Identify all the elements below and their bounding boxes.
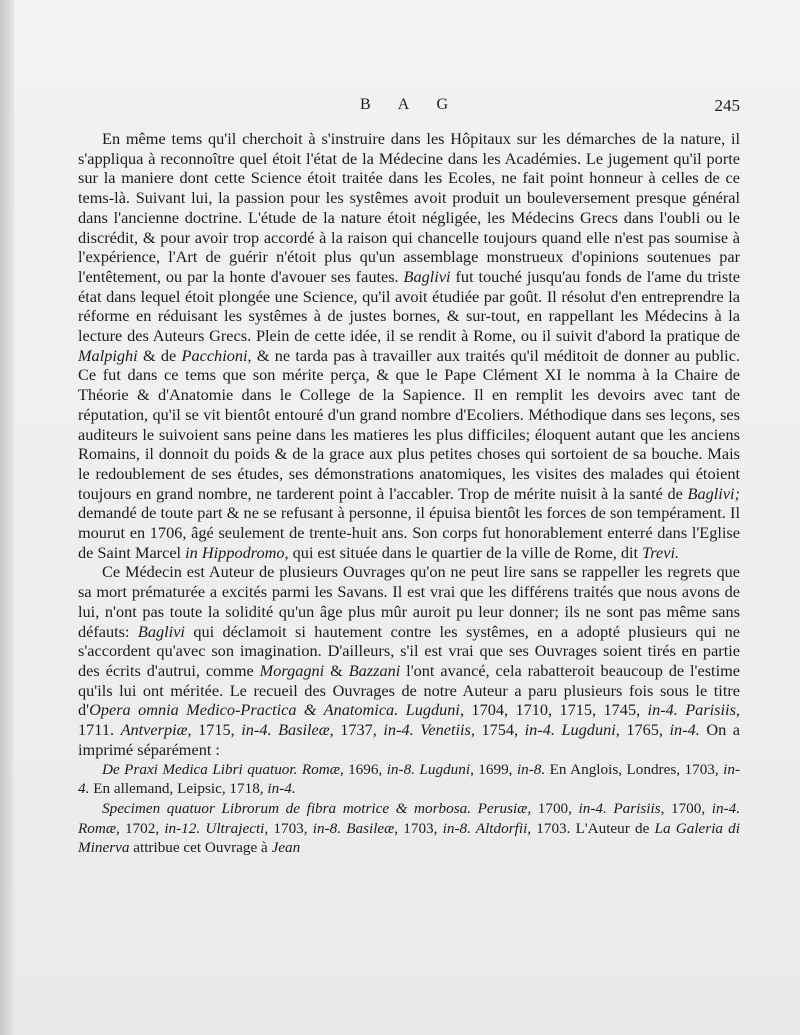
italic-name: Morgagni: [259, 660, 325, 680]
italic-format: in-8. Lugduni: [386, 760, 471, 778]
paragraph-3: [78, 760, 740, 799]
italic-format: in-8.: [516, 760, 546, 778]
text-run: , 1702,: [115, 819, 165, 837]
italic-name: Baglivi: [137, 621, 185, 641]
text-run: demandé de toute part & ne se refusant à personne, il épuisa bientôt les forces de son tempérament. Il mourut en 1706, âgé seulement de trente-huit ans. Son corps fut honorablement enterré dans l'Eglise de Saint Marcel: [78, 503, 740, 562]
italic-name: Malpighi: [78, 345, 138, 365]
italic-place: Antverpiæ: [120, 720, 188, 740]
italic-name: Bazzani: [348, 660, 401, 680]
italic-format: in-8. Basileæ: [312, 819, 395, 837]
italic-name: Baglivi;: [687, 483, 740, 503]
text-run: &: [324, 660, 349, 680]
italic-title: La Galeria di Minerva: [78, 819, 740, 857]
text-run: En Anglois, Londres, 1703,: [545, 760, 724, 778]
italic-name: Baglivi: [403, 266, 451, 286]
italic-format: in-4. Parisiis: [578, 799, 661, 817]
text-run: , 1699,: [470, 760, 517, 778]
text-run: , 1700,: [527, 799, 579, 817]
paragraph-1: [78, 129, 740, 562]
text-run: , 1696,: [339, 760, 387, 778]
italic-phrase: in Hippodromo: [185, 542, 285, 562]
italic-name: Trevi.: [642, 542, 680, 562]
italic-format: in-8. Altdorfii: [442, 819, 528, 837]
page-number: 245: [714, 96, 740, 115]
text-run: , 1754,: [470, 720, 525, 740]
italic-name: Pacchioni: [181, 345, 248, 365]
text-run: , & ne tarda pas à travailler aux traités qu'il méditoit de donner au public. Ce fut dans ce tems que son mérite perça, & que le Pape Clément XI le nomma à la Chaire de Théorie & d'Anatomie dans le College de la Sapience. Il en remplit les devoirs avec tant de réputation, qu'il se vit bientôt entouré d'un grand nombre d'Ecoliers. Méthodique dans ses leçons, ses auditeurs le suivoient sans peine dans les matieres les plus difficiles; éloquent autant que les anciens Romains, il donnoit du poids & de la grace aux plus petites choses qui sortoient de sa bouche. Mais le redoublement de ses études, ses démonstrations anatomiques, les visites des malades qui étoient toujours en grand nombre, ne tarderent point à l'accabler. Trop de mérite nuisit à la santé de: [78, 345, 740, 503]
text-run: , 1703. L'Auteur de: [527, 819, 655, 837]
italic-format: in-4. Romæ: [78, 799, 741, 837]
italic-title: Opera omnia Medico-Practica & Anatomica. Lugduni: [89, 700, 460, 720]
text-run: , 1715,: [187, 720, 242, 740]
text-run: En allemand, Leipsic, 1718,: [89, 780, 268, 798]
italic-format: in-4.: [669, 720, 700, 740]
text-run: , 1711.: [78, 700, 740, 740]
text-run: On a imprimé séparément :: [78, 720, 740, 759]
text-run: & de: [137, 345, 182, 365]
italic-format: in-4.: [78, 760, 741, 798]
italic-format: in-4.: [267, 780, 296, 798]
main-text: [78, 129, 740, 858]
text-run: , 1703,: [264, 819, 313, 837]
running-title: B A G: [359, 96, 460, 113]
italic-name: Jean: [271, 839, 301, 857]
text-run: attribue cet Ouvrage à: [129, 839, 272, 857]
italic-format: in-4. Parisiis: [647, 700, 736, 720]
running-head: [80, 96, 740, 120]
text-run: Ce Médecin est Auteur de plusieurs Ouvrages qu'on ne peut lire sans se rappeller les regrets que sa mort prématurée a excités parmi les Savans. Il est vrai que les différens traités que nous avons de lui, n'ont pas toute la solidité qu'un âge plus mûr auroit pu leur donner; ils ne sont pas même sans défauts:: [78, 562, 740, 641]
text-run: , 1700,: [660, 799, 712, 817]
paragraph-4: [78, 799, 740, 858]
paragraph-2: [78, 562, 740, 759]
text-run: qui déclamoit si hautement contre les systêmes, en a adopté plusieurs qui ne s'accordent qu'avec son imagination. D'ailleurs, s'il est vrai que ses Ouvrages soient tirés en partie des écrits d'autrui, comme: [78, 621, 741, 680]
text-run: , 1704, 1710, 1715, 1745,: [459, 700, 648, 720]
text-run: , 1737,: [329, 720, 384, 740]
italic-title: De Praxi Medica Libri quatuor. Romæ: [102, 760, 340, 778]
italic-format: in-4. Lugduni: [524, 720, 616, 740]
italic-title: Specimen quatuor Librorum de fibra motrice & morbosa. Perusiæ: [102, 799, 528, 817]
italic-format: in-4. Basileæ: [241, 720, 330, 740]
text-run: En même tems qu'il cherchoit à s'instruire dans les Hôpitaux sur les démarches de la nature, il s'appliqua à reconnoître quel étoit l'état de la Médecine dans les Académies. Le jugement qu'il porte sur la maniere dont cette Science étoit traitée dans les Ecoles, ne fait point honneur à celles de ce tems-là. Suivant lui, la passion pour les systêmes avoit produit un bouleversement presque général dans l'ancienne doctrine. L'étude de la nature étoit négligée, les Médecins Grecs dans l'oubli ou le discrédit, & pour avoir trop accordé à la raison qui chancelle toujours quand elle n'est pas soumise à l'expérience, l'Art de guérir n'étoit plus qu'un assemblage monstrueux d'opinions soutenues par l'entêtement, ou par la honte d'avouer ses fautes.: [78, 129, 740, 286]
italic-format: in-12. Ultrajecti: [164, 819, 265, 837]
italic-format: in-4. Venetiis: [383, 720, 471, 740]
page-edge-shadow: [0, 0, 14, 1035]
text-run: , 1765,: [615, 720, 670, 740]
text-run: , qui est située dans le quartier de la ville de Rome, dit: [284, 542, 643, 562]
text-run: fut touché jusqu'au fonds de l'ame du triste état dans lequel étoit plongée une Science, qu'il avoit étudiée par goût. Il résolut d'en entreprendre la réforme en réduisant les systêmes à de justes bornes, & sur-tout, en rappellant les Médecins à la lecture des Auteurs Grecs. Plein de cette idée, il se rendit à Rome, ou il suivit d'abord la pratique de: [78, 266, 740, 346]
text-run: , 1703,: [394, 819, 443, 837]
text-run: l'ont avancé, cela rabatteroit beaucoup de l'estime qu'ils lui ont méritée. Le recueil des Ouvrages de notre Auteur a paru plusieurs fois sous le titre d': [78, 660, 740, 720]
